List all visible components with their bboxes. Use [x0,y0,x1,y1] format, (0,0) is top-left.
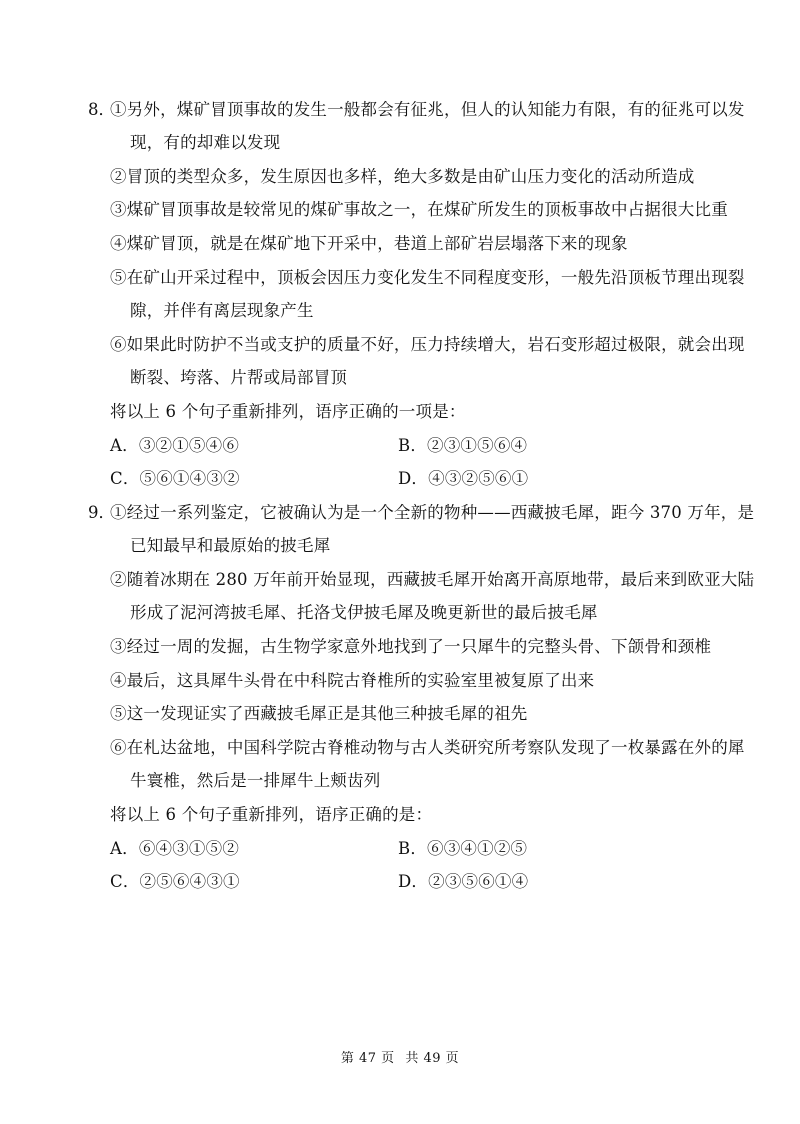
q9-sentence-4: ④最后，这具犀牛头骨在中科院古脊椎所的实验室里被复原了出来 [110,671,595,690]
page-footer [0,1051,800,1067]
q9-sentence-2-line-2: 形成了泥河湾披毛犀、托洛戈伊披毛犀及晚更新世的最后披毛犀 [130,603,598,622]
q9-option-d: D．②③⑤⑥①④ [398,872,529,891]
q9-sentence-1-line-1: ①经过一系列鉴定，它被确认为是一个全新的物种——西藏披毛犀，距今 370 万年，是 [110,503,755,522]
q8-sentence-6-line-2: 断裂、垮落、片帮或局部冒顶 [130,368,348,387]
q9-option-a: A．⑥④③①⑤② [110,839,240,858]
q9-option-b: B．⑥③④①②⑤ [398,839,528,858]
q8-option-c: C．⑤⑥①④③② [110,469,240,488]
q9-sentence-1-line-2: 已知最早和最原始的披毛犀 [130,536,331,555]
q8-option-a: A．③②①⑤④⑥ [110,436,240,455]
q9-sentence-2-line-1: ②随着冰期在 280 万年前开始显现，西藏披毛犀开始离开高原地带，最后来到欧亚大陆 [110,570,755,589]
q8-sentence-1-line-2: 现，有的却难以发现 [130,133,281,152]
q9-sentence-6-line-1: ⑥在札达盆地，中国科学院古脊椎动物与古人类研究所考察队发现了一枚暴露在外的犀 [110,738,745,757]
q8-sentence-1-line-1: ①另外，煤矿冒顶事故的发生一般都会有征兆，但人的认知能力有限，有的征兆可以发 [110,100,745,119]
q8-sentence-5-line-1: ⑤在矿山开采过程中，顶板会因压力变化发生不同程度变形，一般先沿顶板节理出现裂 [110,268,745,287]
q8-sentence-4: ④煤矿冒顶，就是在煤矿地下开采中，巷道上部矿岩层塌落下来的现象 [110,234,628,253]
q8-sentence-5-line-2: 隙，并伴有离层现象产生 [130,301,314,320]
q8-option-b: B．②③①⑤⑥④ [398,436,528,455]
question-9-number: 9． [88,503,115,522]
q8-option-d: D．④③②⑤⑥① [398,469,529,488]
q8-prompt: 将以上 6 个句子重新排列，语序正确的一项是： [110,402,466,421]
q8-sentence-3: ③煤矿冒顶事故是较常见的煤矿事故之一，在煤矿所发生的顶板事故中占据很大比重 [110,200,728,219]
q8-sentence-2: ②冒顶的类型众多，发生原因也多样，绝大多数是由矿山压力变化的活动所造成 [110,167,695,186]
question-8-number: 8． [88,100,115,119]
page-total: 共 49 页 [405,1051,460,1066]
q9-prompt: 将以上 6 个句子重新排列，语序正确的是： [110,805,433,824]
q9-option-c: C．②⑤⑥④③① [110,872,240,891]
q9-sentence-6-line-2: 牛寰椎，然后是一排犀牛上颊齿列 [130,771,381,790]
q9-sentence-3: ③经过一周的发掘，古生物学家意外地找到了一只犀牛的完整头骨、下颌骨和颈椎 [110,637,712,656]
q9-sentence-5: ⑤这一发现证实了西藏披毛犀正是其他三种披毛犀的祖先 [110,704,528,723]
page-number: 第 47 页 [340,1051,395,1066]
q8-sentence-6-line-1: ⑥如果此时防护不当或支护的质量不好，压力持续增大，岩石变形超过极限，就会出现 [110,335,745,354]
